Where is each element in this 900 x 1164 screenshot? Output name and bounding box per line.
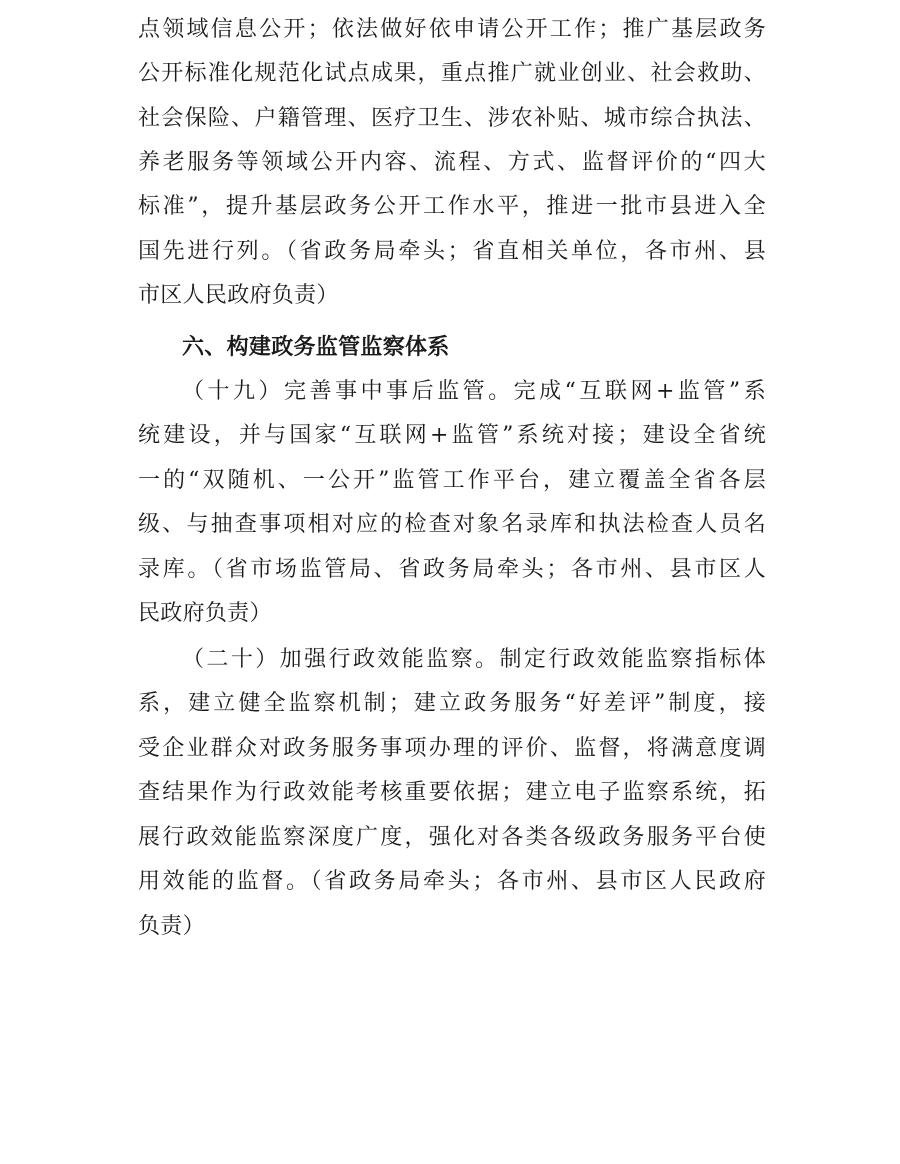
text-line: 受企业群众对政务服务事项办理的评价、监督，将满意度调 — [138, 736, 766, 761]
text-line: 社会保险、户籍管理、医疗卫生、涉农补贴、城市综合执法、 — [138, 106, 766, 131]
text-line: 公开标准化规范化试点成果，重点推广就业创业、社会救助、 — [138, 61, 766, 86]
text-line: 统建设，并与国家“互联网+监管”系统对接；建设全省统 — [138, 423, 766, 448]
text-line: （二十）加强行政效能监察。制定行政效能监察指标体 — [182, 647, 766, 672]
text-line: 展行政效能监察深度广度，强化对各类各级政务服务平台使 — [138, 825, 766, 850]
text-line: 点领域信息公开；依法做好依申请公开工作；推广基层政务 — [138, 17, 766, 42]
text-line: （十九）完善事中事后监管。完成“互联网+监管”系 — [182, 379, 766, 404]
text-line: 国先进行列。（省政务局牵头；省直相关单位，各市州、县 — [138, 239, 766, 264]
text-line: 标准”，提升基层政务公开工作水平，推进一批市县进入全 — [138, 194, 766, 219]
text-line: 系，建立健全监察机制；建立政务服务“好差评”制度，接 — [138, 691, 766, 716]
text-line: 一的“双随机、一公开”监管工作平台，建立覆盖全省各层 — [138, 468, 766, 493]
text-line: 查结果作为行政效能考核重要依据；建立电子监察系统，拓 — [138, 780, 766, 805]
section-heading: 六、构建政务监管监察体系 — [182, 335, 450, 360]
text-line: 市区人民政府负责） — [138, 283, 339, 308]
text-line: 用效能的监督。（省政务局牵头；各市州、县市区人民政府 — [138, 869, 766, 894]
text-line: 民政府负责） — [138, 601, 272, 626]
text-line: 级、与抽查事项相对应的检查对象名录库和执法检查人员名 — [138, 512, 766, 537]
text-line: 录库。（省市场监管局、省政务局牵头；各市州、县市区人 — [138, 557, 766, 582]
text-line: 负责） — [138, 914, 205, 939]
text-line: 养老服务等领域公开内容、流程、方式、监督评价的“四大 — [138, 150, 766, 175]
